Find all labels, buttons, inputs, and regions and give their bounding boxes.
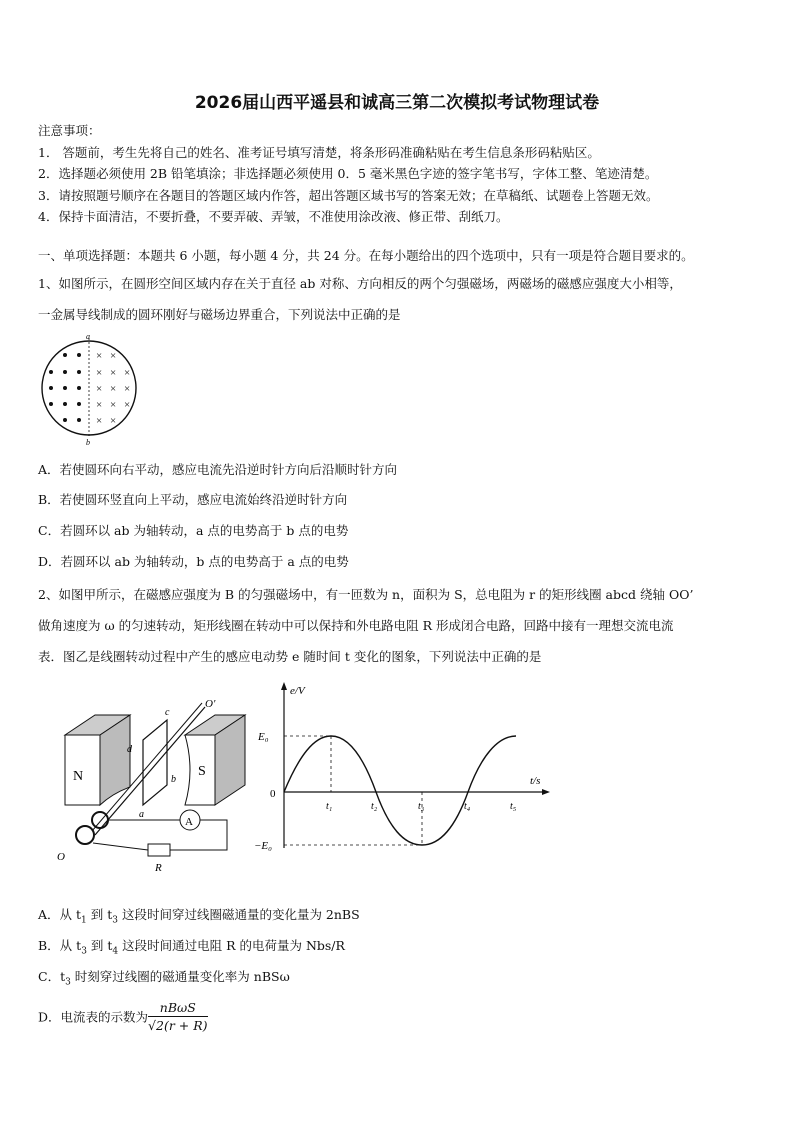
q1-option-d: D．若圆环以 ab 为轴转动，b 点的电势高于 a 点的电势 bbox=[38, 554, 349, 569]
q2-option-b: B．从 $t_3$ 到 $t_4$ 这段时间通过电阻 R 的电荷量为 Nbs/R bbox=[38, 938, 345, 957]
page-title: 2026届山西平遥县和诚高三第二次模拟考试物理试卷 bbox=[194, 93, 600, 113]
q2-option-d: D．电流表的示数为 $\frac{\text{nBωS}}{√2(r + R)}$ bbox=[38, 1000, 208, 1033]
x-axis-label: t/s bbox=[530, 775, 541, 787]
svg-text:t₃: t₃ bbox=[418, 801, 425, 812]
q2-stem: 2、如图甲所示，在磁感应强度为 B 的匀强磁场中，有一匝数为 n，面积为 S，总电阻为 r 的矩形线圈 abcd 绕轴 OO’ bbox=[38, 587, 694, 602]
svg-text:×: × bbox=[110, 415, 117, 427]
svg-text:A: A bbox=[185, 816, 193, 828]
q1-stem: 1、如图所示，在圆形空间区域内存在关于直径 ab 对称、方向相反的两个匀强磁场，两磁场的磁感应强度大小相等， bbox=[38, 276, 682, 291]
q2-generator-figure bbox=[55, 695, 255, 875]
magnet-N: N bbox=[73, 769, 84, 784]
notice-item: 2．选择题必须使用 2B 铅笔填涂；非选择题必须使用 0．5 毫米黑色字迹的签字笔书写，字体工整、笔迹清楚。 bbox=[38, 166, 658, 181]
notice-item: 3．请按照题号顺序在各题目的答题区域内作答，超出答题区域书写的答案无效；在草稿纸、试题卷上答题无效。 bbox=[38, 188, 659, 203]
svg-text:t₅: t₅ bbox=[510, 801, 517, 812]
svg-text:R: R bbox=[155, 862, 162, 874]
svg-text:×: × bbox=[110, 383, 117, 395]
label-a: a bbox=[86, 332, 90, 341]
q2-option-c: C．$t_3$ 时刻穿过线圈的磁通量变化率为 nBSω bbox=[38, 969, 290, 988]
current-formula: $\frac{\text{nBωS}}{√2(r + R)}$ bbox=[148, 1000, 208, 1033]
svg-text:×: × bbox=[124, 367, 131, 379]
svg-text:×: × bbox=[124, 383, 131, 395]
svg-text:×: × bbox=[96, 350, 103, 362]
label-negE0: −E₀ bbox=[254, 840, 272, 852]
q2-emf-graph bbox=[254, 678, 554, 858]
notice-item: 4．保持卡面清洁，不要折叠，不要弄破、弄皱，不准使用涂改液、修正带、刮纸刀。 bbox=[38, 209, 509, 224]
svg-text:a: a bbox=[139, 809, 144, 820]
q2-stem: 表．图乙是线圈转动过程中产生的感应电动势 e 随时间 t 变化的图象，下列说法中正确的是 bbox=[38, 649, 542, 664]
svg-text:×: × bbox=[96, 383, 103, 395]
svg-text:×: × bbox=[110, 399, 117, 411]
q1-option-b: B．若使圆环竖直向上平动，感应电流始终沿逆时针方向 bbox=[38, 492, 348, 507]
svg-text:c: c bbox=[165, 707, 170, 718]
q1-stem: 一金属导线制成的圆环刚好与磁场边界重合，下列说法中正确的是 bbox=[38, 307, 401, 322]
notice-heading: 注意事项： bbox=[38, 123, 101, 138]
svg-text:O: O bbox=[57, 851, 65, 863]
svg-text:O': O' bbox=[205, 698, 216, 710]
svg-text:×: × bbox=[96, 399, 103, 411]
cross-marks bbox=[96, 350, 130, 427]
q2-option-a: A．从 $t_1$ 到 $t_3$ 这段时间穿过线圈磁通量的变化量为 2nBS bbox=[38, 907, 360, 926]
svg-text:b: b bbox=[171, 774, 176, 785]
svg-text:t₄: t₄ bbox=[464, 801, 471, 812]
label-E0: E₀ bbox=[258, 731, 269, 743]
svg-text:×: × bbox=[124, 399, 131, 411]
y-axis-label: e/V bbox=[290, 685, 305, 697]
q1-option-c: C．若圆环以 ab 为轴转动，a 点的电势高于 b 点的电势 bbox=[38, 523, 349, 538]
q1-magnetic-field-figure bbox=[36, 332, 146, 446]
magnet-S: S bbox=[198, 764, 206, 779]
q1-option-a: A．若使圆环向右平动，感应电流先沿逆时针方向后沿顺时针方向 bbox=[38, 462, 398, 477]
label-b: b bbox=[86, 438, 90, 446]
svg-text:×: × bbox=[110, 350, 117, 362]
svg-text:t₁: t₁ bbox=[326, 801, 333, 812]
section-heading: 一、单项选择题：本题共 6 小题，每小题 4 分，共 24 分。在每小题给出的四个选项中，只有一项是符合题目要求的。 bbox=[38, 248, 694, 263]
label-zero: 0 bbox=[270, 788, 276, 800]
svg-text:×: × bbox=[110, 367, 117, 379]
svg-text:×: × bbox=[96, 367, 103, 379]
svg-text:t₂: t₂ bbox=[371, 801, 378, 812]
svg-text:×: × bbox=[96, 415, 103, 427]
notice-item: 1． 答题前，考生先将自己的姓名、准考证号填写清楚，将条形码准确粘贴在考生信息条形码粘贴区。 bbox=[38, 145, 600, 160]
svg-text:d: d bbox=[127, 744, 132, 755]
q2-stem: 做角速度为 ω 的匀速转动，矩形线圈在转动中可以保持和外电路电阻 R 形成闭合电路，回路中接有一理想交流电流 bbox=[38, 618, 674, 633]
